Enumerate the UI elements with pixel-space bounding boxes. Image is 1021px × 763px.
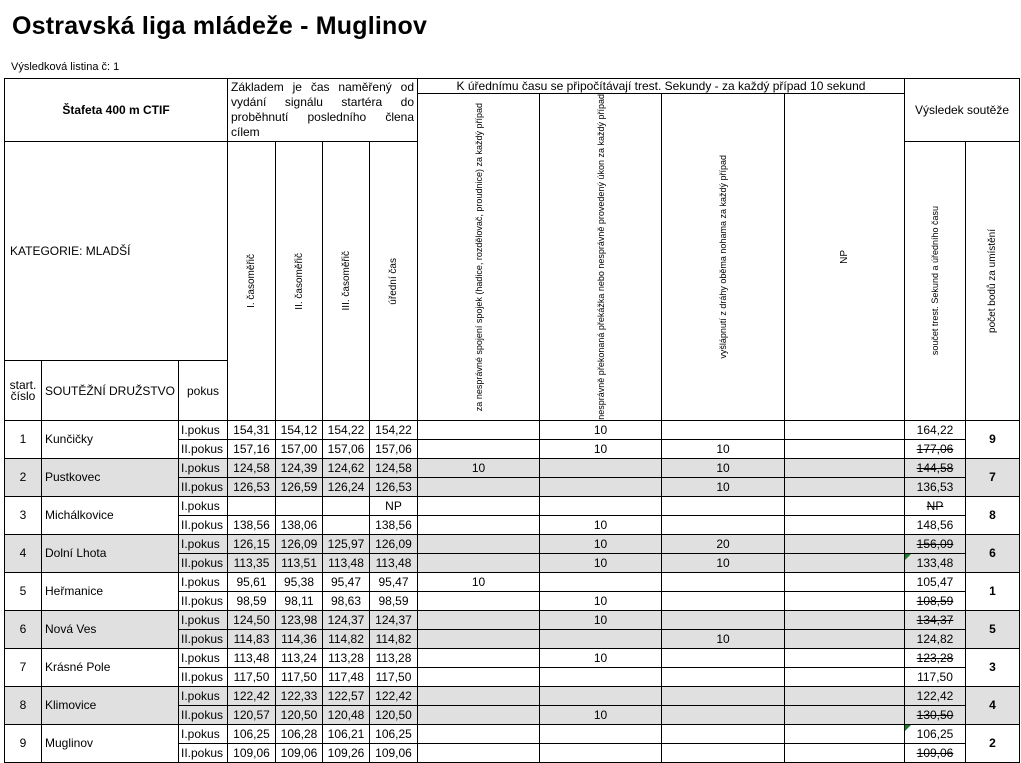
timer-1-cell: 95,61 <box>228 572 276 591</box>
official-time-cell: 114,82 <box>370 629 418 648</box>
official-time-cell: 98,59 <box>370 591 418 610</box>
timer-2-cell: 98,11 <box>276 591 323 610</box>
penalty-obstacle-cell <box>540 572 662 591</box>
penalty-lane-cell: 10 <box>662 629 785 648</box>
penalty-obstacle-cell <box>540 667 662 686</box>
total-cell: 109,06 <box>905 743 966 762</box>
team-name: Muglinov <box>42 724 179 762</box>
official-time-cell: 122,42 <box>370 686 418 705</box>
timer-1-cell: 126,53 <box>228 477 276 496</box>
category-label: KATEGORIE: MLADŠÍ <box>5 142 228 361</box>
official-time-cell: 113,28 <box>370 648 418 667</box>
official-time-cell: 124,37 <box>370 610 418 629</box>
penalty-lane-cell: 10 <box>662 477 785 496</box>
team-name: Krásné Pole <box>42 648 179 686</box>
penalty-hose-cell <box>418 686 540 705</box>
sheet-label: Výsledková listina č: 1 <box>11 61 120 73</box>
total-cell: 144,58 <box>905 458 966 477</box>
timer-1-cell: 122,42 <box>228 686 276 705</box>
team-name: Dolní Lhota <box>42 534 179 572</box>
penalty-np-cell <box>785 610 905 629</box>
timer-2-cell: 117,50 <box>276 667 323 686</box>
table-row <box>5 458 1020 477</box>
official-time-cell: 106,25 <box>370 724 418 743</box>
penalty-hose-cell <box>418 629 540 648</box>
table-row <box>5 572 1020 591</box>
points-cell: 2 <box>966 724 1020 762</box>
timer-3-cell: 120,48 <box>323 705 370 724</box>
penalty-np-cell <box>785 629 905 648</box>
table-row <box>5 610 1020 629</box>
result-header: Výsledek soutěže <box>905 79 1020 142</box>
penalty-lane-cell <box>662 591 785 610</box>
penalty-hose-cell <box>418 477 540 496</box>
total-cell: 136,53 <box>905 477 966 496</box>
timer-2-cell: 122,33 <box>276 686 323 705</box>
timer-3-cell: 113,48 <box>323 553 370 572</box>
timer-3-cell: 95,47 <box>323 572 370 591</box>
penalty-lane-cell: 10 <box>662 439 785 458</box>
team-name: Pustkovec <box>42 458 179 496</box>
penalty-np-cell <box>785 496 905 515</box>
penalty-lane-cell <box>662 724 785 743</box>
total-cell: 156,09 <box>905 534 966 553</box>
timer-3-cell: 157,06 <box>323 439 370 458</box>
official-time-cell: 109,06 <box>370 743 418 762</box>
col-penalty-lane: vyšlápnutí z dráhy oběma nohama za každý případ <box>662 94 785 421</box>
penalty-np-cell <box>785 724 905 743</box>
penalty-lane-cell <box>662 610 785 629</box>
penalty-np-cell <box>785 553 905 572</box>
penalty-np-cell <box>785 439 905 458</box>
penalty-hose-cell <box>418 610 540 629</box>
penalty-lane-cell: 10 <box>662 553 785 572</box>
col-points: počet bodů za umístění <box>966 142 1020 421</box>
timer-2-cell: 157,00 <box>276 439 323 458</box>
total-cell: 164,22 <box>905 420 966 439</box>
penalty-hose-cell <box>418 705 540 724</box>
timer-3-cell: 126,24 <box>323 477 370 496</box>
penalty-obstacle-cell: 10 <box>540 534 662 553</box>
penalty-lane-cell <box>662 572 785 591</box>
points-cell: 9 <box>966 420 1020 458</box>
timer-1-cell: 117,50 <box>228 667 276 686</box>
col-penalty-np: NP <box>785 94 905 421</box>
penalty-np-cell <box>785 420 905 439</box>
timer-1-cell: 106,25 <box>228 724 276 743</box>
timer-2-cell: 113,51 <box>276 553 323 572</box>
timer-1-cell: 157,16 <box>228 439 276 458</box>
timer-3-cell: 154,22 <box>323 420 370 439</box>
penalty-header: K úřednímu času se připočítávají trest. Sekundy - za každý případ 10 sekund <box>418 79 905 94</box>
team-name: Heřmanice <box>42 572 179 610</box>
total-cell: 105,47 <box>905 572 966 591</box>
results-table <box>4 78 1020 763</box>
timer-1-cell: 113,48 <box>228 648 276 667</box>
points-cell: 6 <box>966 534 1020 572</box>
official-time-cell: 126,09 <box>370 534 418 553</box>
total-cell: 124,82 <box>905 629 966 648</box>
attempt-label: II.pokus <box>179 667 228 686</box>
attempt-label: II.pokus <box>179 477 228 496</box>
start-number: 8 <box>5 686 42 724</box>
attempt-label: I.pokus <box>179 458 228 477</box>
penalty-hose-cell: 10 <box>418 572 540 591</box>
attempt-label: II.pokus <box>179 743 228 762</box>
official-time-cell: 154,22 <box>370 420 418 439</box>
penalty-obstacle-cell <box>540 686 662 705</box>
official-time-cell: 157,06 <box>370 439 418 458</box>
penalty-lane-cell <box>662 743 785 762</box>
attempt-label: I.pokus <box>179 686 228 705</box>
timer-2-cell: 138,06 <box>276 515 323 534</box>
total-cell: 133,48 <box>905 553 966 572</box>
timer-3-cell: 113,28 <box>323 648 370 667</box>
timer-1-cell: 154,31 <box>228 420 276 439</box>
col-attempt: pokus <box>179 361 228 420</box>
penalty-obstacle-cell: 10 <box>540 553 662 572</box>
total-cell: 122,42 <box>905 686 966 705</box>
attempt-label: I.pokus <box>179 610 228 629</box>
timer-1-cell: 124,50 <box>228 610 276 629</box>
penalty-lane-cell: 20 <box>662 534 785 553</box>
timer-2-cell: 120,50 <box>276 705 323 724</box>
penalty-lane-cell <box>662 705 785 724</box>
official-time-cell: 120,50 <box>370 705 418 724</box>
points-cell: 4 <box>966 686 1020 724</box>
timer-1-cell: 126,15 <box>228 534 276 553</box>
attempt-label: II.pokus <box>179 439 228 458</box>
table-row <box>5 534 1020 553</box>
timer-3-cell: 124,37 <box>323 610 370 629</box>
timer-1-cell: 120,57 <box>228 705 276 724</box>
attempt-label: I.pokus <box>179 648 228 667</box>
table-row <box>5 420 1020 439</box>
total-cell: 117,50 <box>905 667 966 686</box>
timer-2-cell: 154,12 <box>276 420 323 439</box>
timer-1-cell: 124,58 <box>228 458 276 477</box>
col-start-number: start. číslo <box>5 361 42 420</box>
penalty-hose-cell <box>418 439 540 458</box>
penalty-hose-cell <box>418 724 540 743</box>
timer-1-cell: 113,35 <box>228 553 276 572</box>
penalty-np-cell <box>785 515 905 534</box>
points-cell: 1 <box>966 572 1020 610</box>
points-cell: 3 <box>966 648 1020 686</box>
timer-3-cell: 109,26 <box>323 743 370 762</box>
penalty-hose-cell <box>418 667 540 686</box>
penalty-hose-cell <box>418 534 540 553</box>
penalty-obstacle-cell: 10 <box>540 420 662 439</box>
timer-3-cell: 124,62 <box>323 458 370 477</box>
timer-2-cell: 95,38 <box>276 572 323 591</box>
penalty-lane-cell <box>662 496 785 515</box>
table-row <box>5 496 1020 515</box>
timer-2-cell <box>276 496 323 515</box>
official-time-cell: 126,53 <box>370 477 418 496</box>
attempt-label: II.pokus <box>179 705 228 724</box>
penalty-hose-cell <box>418 515 540 534</box>
timer-1-cell: 109,06 <box>228 743 276 762</box>
penalty-lane-cell <box>662 667 785 686</box>
total-cell: 177,06 <box>905 439 966 458</box>
base-time-description: Základem je čas naměřený od vydání signálu startéra do proběhnutí posledního člena cílem <box>228 79 418 142</box>
table-row <box>5 724 1020 743</box>
penalty-hose-cell <box>418 553 540 572</box>
col-team: SOUTĚŽNÍ DRUŽSTVO <box>42 361 179 420</box>
penalty-obstacle-cell: 10 <box>540 439 662 458</box>
attempt-label: I.pokus <box>179 420 228 439</box>
attempt-label: I.pokus <box>179 534 228 553</box>
total-cell: 130,50 <box>905 705 966 724</box>
total-cell: 148,56 <box>905 515 966 534</box>
attempt-label: II.pokus <box>179 553 228 572</box>
attempt-label: II.pokus <box>179 515 228 534</box>
penalty-obstacle-cell: 10 <box>540 515 662 534</box>
penalty-lane-cell <box>662 686 785 705</box>
timer-3-cell: 125,97 <box>323 534 370 553</box>
penalty-np-cell <box>785 705 905 724</box>
col-total: součet trest. Sekund a úředního času <box>905 142 966 421</box>
timer-3-cell <box>323 496 370 515</box>
penalty-np-cell <box>785 477 905 496</box>
total-cell: 134,37 <box>905 610 966 629</box>
col-penalty-hose: za nesprávné spojení spojek (hadice, rozdělovač, proudnice) za každý případ <box>418 94 540 421</box>
penalty-obstacle-cell: 10 <box>540 610 662 629</box>
total-cell: 106,25 <box>905 724 966 743</box>
team-name: Kunčičky <box>42 420 179 458</box>
attempt-label: II.pokus <box>179 591 228 610</box>
official-time-cell: 138,56 <box>370 515 418 534</box>
start-number: 5 <box>5 572 42 610</box>
points-cell: 8 <box>966 496 1020 534</box>
attempt-label: II.pokus <box>179 629 228 648</box>
timer-2-cell: 109,06 <box>276 743 323 762</box>
penalty-np-cell <box>785 572 905 591</box>
timer-1-cell: 114,83 <box>228 629 276 648</box>
total-cell: 108,59 <box>905 591 966 610</box>
start-number: 9 <box>5 724 42 762</box>
penalty-obstacle-cell <box>540 724 662 743</box>
table-row <box>5 648 1020 667</box>
timer-1-cell <box>228 496 276 515</box>
timer-3-cell: 106,21 <box>323 724 370 743</box>
penalty-np-cell <box>785 534 905 553</box>
penalty-np-cell <box>785 667 905 686</box>
start-number: 3 <box>5 496 42 534</box>
penalty-obstacle-cell <box>540 629 662 648</box>
start-number: 6 <box>5 610 42 648</box>
timer-2-cell: 126,59 <box>276 477 323 496</box>
timer-2-cell: 123,98 <box>276 610 323 629</box>
timer-3-cell: 98,63 <box>323 591 370 610</box>
team-name: Nová Ves <box>42 610 179 648</box>
timer-2-cell: 106,28 <box>276 724 323 743</box>
penalty-lane-cell <box>662 648 785 667</box>
timer-1-cell: 98,59 <box>228 591 276 610</box>
penalty-hose-cell: 10 <box>418 458 540 477</box>
timer-3-cell: 117,48 <box>323 667 370 686</box>
penalty-np-cell <box>785 648 905 667</box>
col-timer-1: I. časoměřič <box>228 142 276 421</box>
timer-3-cell: 122,57 <box>323 686 370 705</box>
timer-3-cell: 114,82 <box>323 629 370 648</box>
start-number: 2 <box>5 458 42 496</box>
page-title: Ostravská liga mládeže - Muglinov <box>12 12 428 40</box>
points-cell: 5 <box>966 610 1020 648</box>
attempt-label: I.pokus <box>179 572 228 591</box>
penalty-obstacle-cell <box>540 458 662 477</box>
penalty-np-cell <box>785 743 905 762</box>
start-number: 7 <box>5 648 42 686</box>
penalty-hose-cell <box>418 648 540 667</box>
timer-2-cell: 124,39 <box>276 458 323 477</box>
penalty-lane-cell: 10 <box>662 458 785 477</box>
col-timer-3: III. časoměřič <box>323 142 370 421</box>
start-number: 4 <box>5 534 42 572</box>
penalty-lane-cell <box>662 515 785 534</box>
timer-2-cell: 113,24 <box>276 648 323 667</box>
penalty-obstacle-cell: 10 <box>540 705 662 724</box>
col-timer-2: II. časoměřič <box>276 142 323 421</box>
total-cell: 123,28 <box>905 648 966 667</box>
official-time-cell: 117,50 <box>370 667 418 686</box>
col-official-time: úřední čas <box>370 142 418 421</box>
official-time-cell: NP <box>370 496 418 515</box>
penalty-obstacle-cell <box>540 477 662 496</box>
table-row <box>5 686 1020 705</box>
official-time-cell: 95,47 <box>370 572 418 591</box>
attempt-label: I.pokus <box>179 496 228 515</box>
timer-2-cell: 126,09 <box>276 534 323 553</box>
penalty-hose-cell <box>418 420 540 439</box>
penalty-obstacle-cell: 10 <box>540 591 662 610</box>
penalty-hose-cell <box>418 496 540 515</box>
attempt-label: I.pokus <box>179 724 228 743</box>
penalty-np-cell <box>785 591 905 610</box>
team-name: Michálkovice <box>42 496 179 534</box>
penalty-obstacle-cell: 10 <box>540 648 662 667</box>
penalty-obstacle-cell <box>540 743 662 762</box>
timer-1-cell: 138,56 <box>228 515 276 534</box>
total-cell: NP <box>905 496 966 515</box>
penalty-hose-cell <box>418 743 540 762</box>
penalty-lane-cell <box>662 420 785 439</box>
team-name: Klimovice <box>42 686 179 724</box>
official-time-cell: 124,58 <box>370 458 418 477</box>
start-number: 1 <box>5 420 42 458</box>
official-time-cell: 113,48 <box>370 553 418 572</box>
event-title: Štafeta 400 m CTIF <box>5 79 228 142</box>
col-penalty-obstacle: nesprávně překonaná překážka nebo nesprávně provedený úkon za každý případ <box>540 94 662 421</box>
penalty-np-cell <box>785 686 905 705</box>
penalty-np-cell <box>785 458 905 477</box>
penalty-hose-cell <box>418 591 540 610</box>
penalty-obstacle-cell <box>540 496 662 515</box>
timer-2-cell: 114,36 <box>276 629 323 648</box>
timer-3-cell <box>323 515 370 534</box>
points-cell: 7 <box>966 458 1020 496</box>
